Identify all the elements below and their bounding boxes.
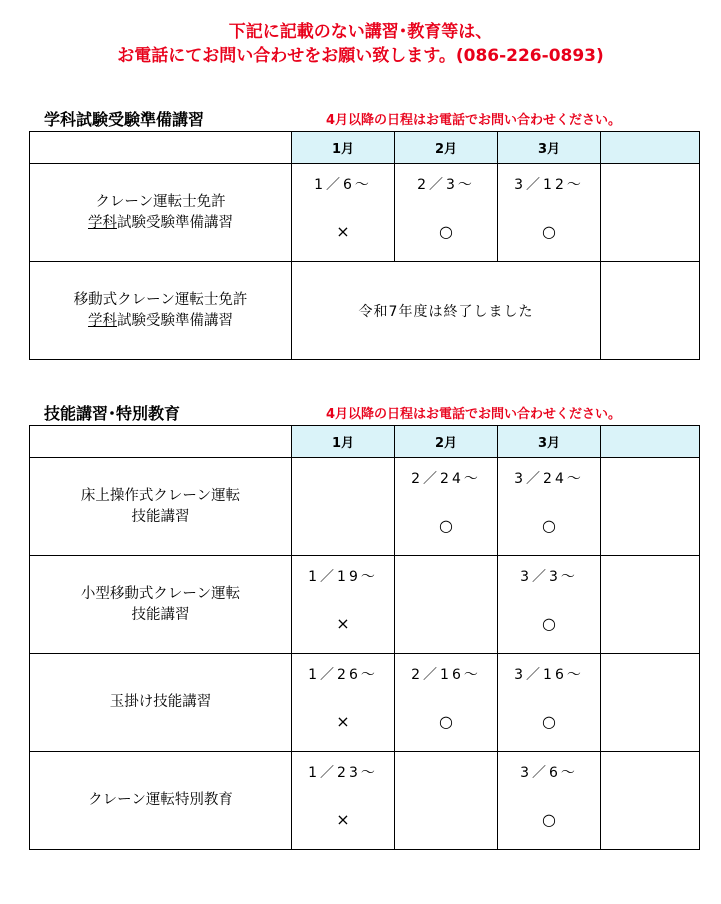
availability-mark: ○ [439,516,453,535]
schedule-cell [395,654,498,752]
status-text: 令和7年度は終了しました [358,303,534,320]
course-name-rest: 試験受験準備講習 [117,312,233,329]
table-row [30,752,700,850]
start-date: 2／16～ [411,667,481,683]
availability-mark: ○ [542,712,556,731]
availability-mark: × [336,810,350,829]
availability-mark: ○ [439,712,453,731]
course-name-line: 技能講習 [131,508,190,525]
start-date: 1／23～ [308,765,378,781]
availability-mark: ○ [542,614,556,633]
course-name-underlined: 学科 [88,312,117,329]
start-date: 3／12～ [514,177,584,193]
month-header-1: 1月 [292,132,395,164]
availability-mark: ○ [542,222,556,241]
course-name-line: 玉掛け技能講習 [109,694,212,710]
availability-mark: ○ [542,810,556,829]
empty-cell [601,458,700,556]
schedule-cell [292,752,395,850]
course-name-cell [30,164,292,262]
start-date: 2／24～ [411,471,481,487]
course-name-line: 移動式クレーン運転士免許 [73,291,248,308]
course-name-cell [30,556,292,654]
month-header-2: 2月 [395,426,498,458]
start-date: 1／26～ [308,667,378,683]
course-name-cell [30,458,292,556]
schedule-cell [395,458,498,556]
schedule-cell [292,654,395,752]
course-name-cell [30,654,292,752]
month-header-3: 3月 [498,132,601,164]
section-note-written-exam-prep: 4月以降の日程はお電話でお問い合わせください。 [326,113,622,128]
course-name-cell [30,752,292,850]
start-date: 3／16～ [514,667,584,683]
course-name-cell [30,262,292,360]
course-name-line: クレーン運転特別教育 [88,792,233,808]
start-date: 3／6～ [520,765,578,781]
header-corner-cell [30,132,292,164]
schedule-cell [292,556,395,654]
empty-cell [601,164,700,262]
availability-mark: × [336,712,350,731]
notice-line-2: お電話にてお問い合わせをお願い致します。(086-226-0893) [117,46,604,66]
header-corner-cell [30,426,292,458]
schedule-cell [498,654,601,752]
schedule-cell [395,164,498,262]
merged-status-cell [292,262,601,360]
course-name-line: 床上操作式クレーン運転 [80,487,241,504]
empty-cell [601,262,700,360]
schedule-cell [498,458,601,556]
empty-cell [601,556,700,654]
table-header-row [30,132,700,164]
course-name-line [30,213,291,234]
table-row [30,654,700,752]
month-header-3: 3月 [498,426,601,458]
table-header-row [30,426,700,458]
section-title-skills-training: 技能講習･特別教育 [44,404,181,423]
schedule-cell [498,164,601,262]
availability-mark: × [336,222,350,241]
month-header-empty [601,132,700,164]
availability-mark: ○ [542,516,556,535]
course-name-rest: 試験受験準備講習 [117,214,233,231]
availability-mark: × [336,614,350,633]
schedule-table-written-exam-prep [29,131,700,360]
schedule-cell [498,752,601,850]
table-row [30,164,700,262]
schedule-cell [292,458,395,556]
month-header-2: 2月 [395,132,498,164]
course-name-line: クレーン運転士免許 [95,193,226,210]
course-name-underlined: 学科 [88,214,117,231]
table-row [30,262,700,360]
schedule-cell [498,556,601,654]
schedule-cell [395,752,498,850]
availability-mark: ○ [439,222,453,241]
start-date: 1／6～ [314,177,372,193]
start-date: 3／24～ [514,471,584,487]
schedule-cell [292,164,395,262]
course-name-line: 技能講習 [131,606,190,623]
month-header-1: 1月 [292,426,395,458]
empty-cell [601,752,700,850]
month-header-empty [601,426,700,458]
empty-cell [601,654,700,752]
table-row [30,458,700,556]
course-name-line [30,311,291,332]
table-row [30,556,700,654]
start-date: 1／19～ [308,569,378,585]
schedule-cell [395,556,498,654]
start-date: 3／3～ [520,569,578,585]
section-title-written-exam-prep: 学科試験受験準備講習 [44,110,205,129]
schedule-table-skills-training [29,425,700,850]
start-date: 2／3～ [417,177,475,193]
section-note-skills-training: 4月以降の日程はお電話でお問い合わせください。 [326,407,622,422]
contact-notice [0,20,721,68]
notice-line-1: 下記に記載のない講習･教育等は、 [228,22,493,42]
course-name-line: 小型移動式クレーン運転 [80,585,241,602]
